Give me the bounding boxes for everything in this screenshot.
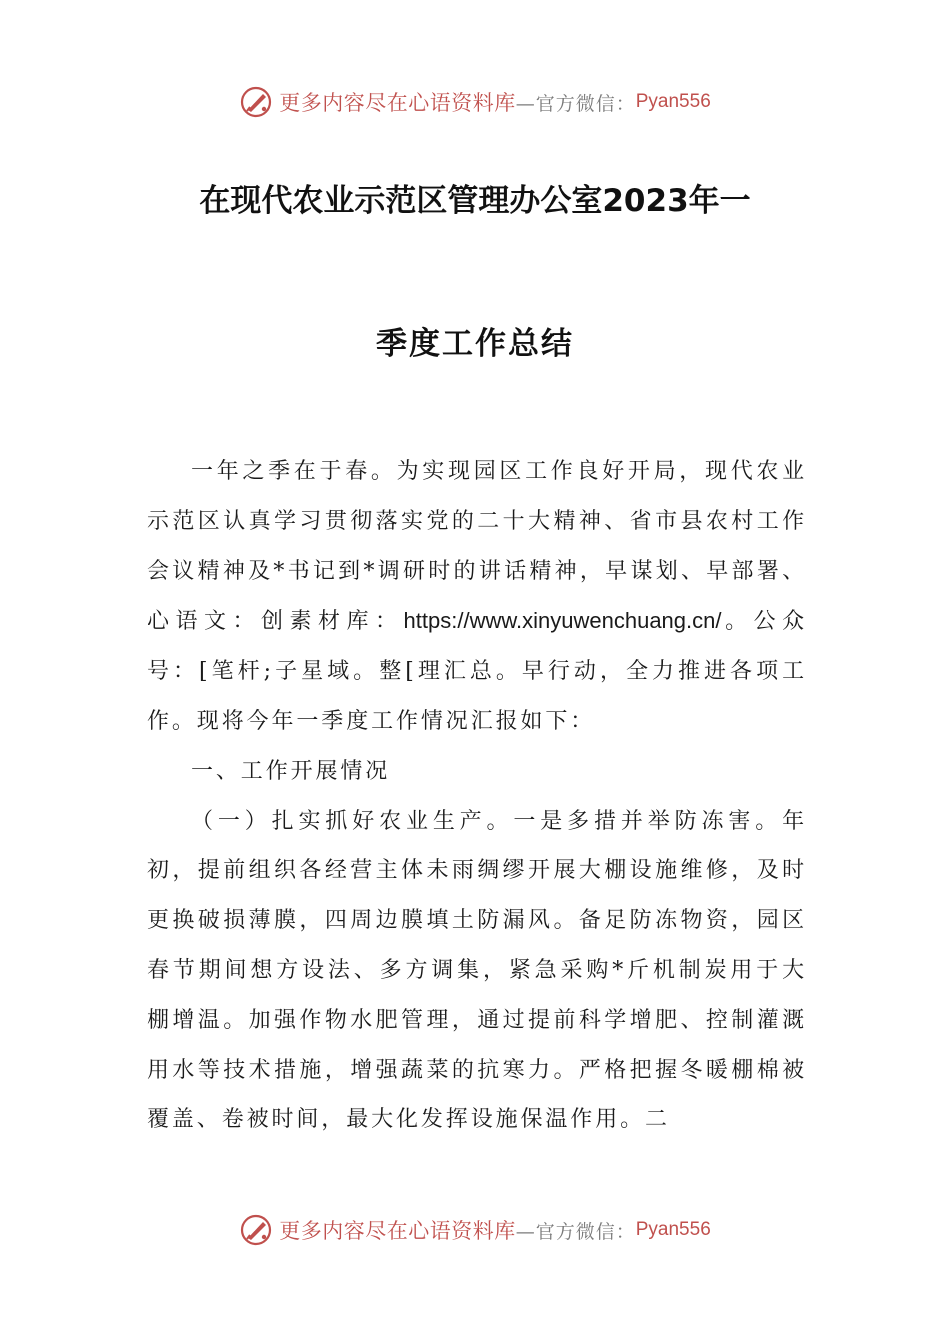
watermark-wechat-id: Pyan556 bbox=[635, 1219, 711, 1240]
paragraph-intro-text: 一年之季在于春。为实现园区工作良好开局，现代农业示范区认真学习贯彻落实党的二十大精神、省市县农村工作会议精神及*书记到*调研时的讲话精神，早谋划、早部署、心语文：创素材库： bbox=[147, 459, 807, 635]
watermark-text: 更多内容尽在心语资料库 bbox=[279, 1219, 516, 1243]
source-url: https://www.xinyuwenchuang.cn/ bbox=[403, 608, 722, 634]
watermark-banner-top bbox=[0, 82, 950, 122]
paragraph-agriculture: （一）扎实抓好农业生产。一是多措并举防冻害。年初，提前组织各经营主体未雨绸缪开展大棚设施维修，及时更换破损薄膜，四周边膜填土防漏风。备足防冻物资，园区春节期间想方设法、多方调集，紧急采购*斤机制炭用于大棚增温。加强作物水肥管理，通过提前科学增肥、控制灌溉用水等技术措施，增强蔬菜的抗寒力。严格把握冬暖棚棉被覆盖、卷被时间，最大化发挥设施保温作用。二 bbox=[147, 808, 807, 1133]
watermark-text: 更多内容尽在心语资料库 bbox=[279, 91, 516, 115]
document-title-line-2: 季度工作总结 bbox=[376, 326, 574, 362]
document-title-line-1: 在现代农业示范区管理办公室2023年一 bbox=[199, 183, 751, 219]
watermark-separator: —官方微信： bbox=[515, 1220, 636, 1243]
paragraph-intro bbox=[147, 447, 807, 747]
watermark-banner-bottom bbox=[0, 1210, 950, 1250]
section-heading: 一、工作开展情况 bbox=[191, 758, 391, 784]
watermark-separator: —官方微信： bbox=[515, 92, 636, 115]
document-body bbox=[147, 447, 807, 1145]
quill-pen-logo-icon bbox=[239, 1213, 273, 1247]
quill-pen-logo-icon bbox=[239, 85, 273, 119]
paragraph-intro-text-cont: 。公众号：[笔杆;子星域。整[理汇总。早行动，全力推进各项工作。现将今年一季度工作情况汇报如下： bbox=[147, 609, 807, 734]
watermark-wechat-id: Pyan556 bbox=[635, 91, 711, 112]
